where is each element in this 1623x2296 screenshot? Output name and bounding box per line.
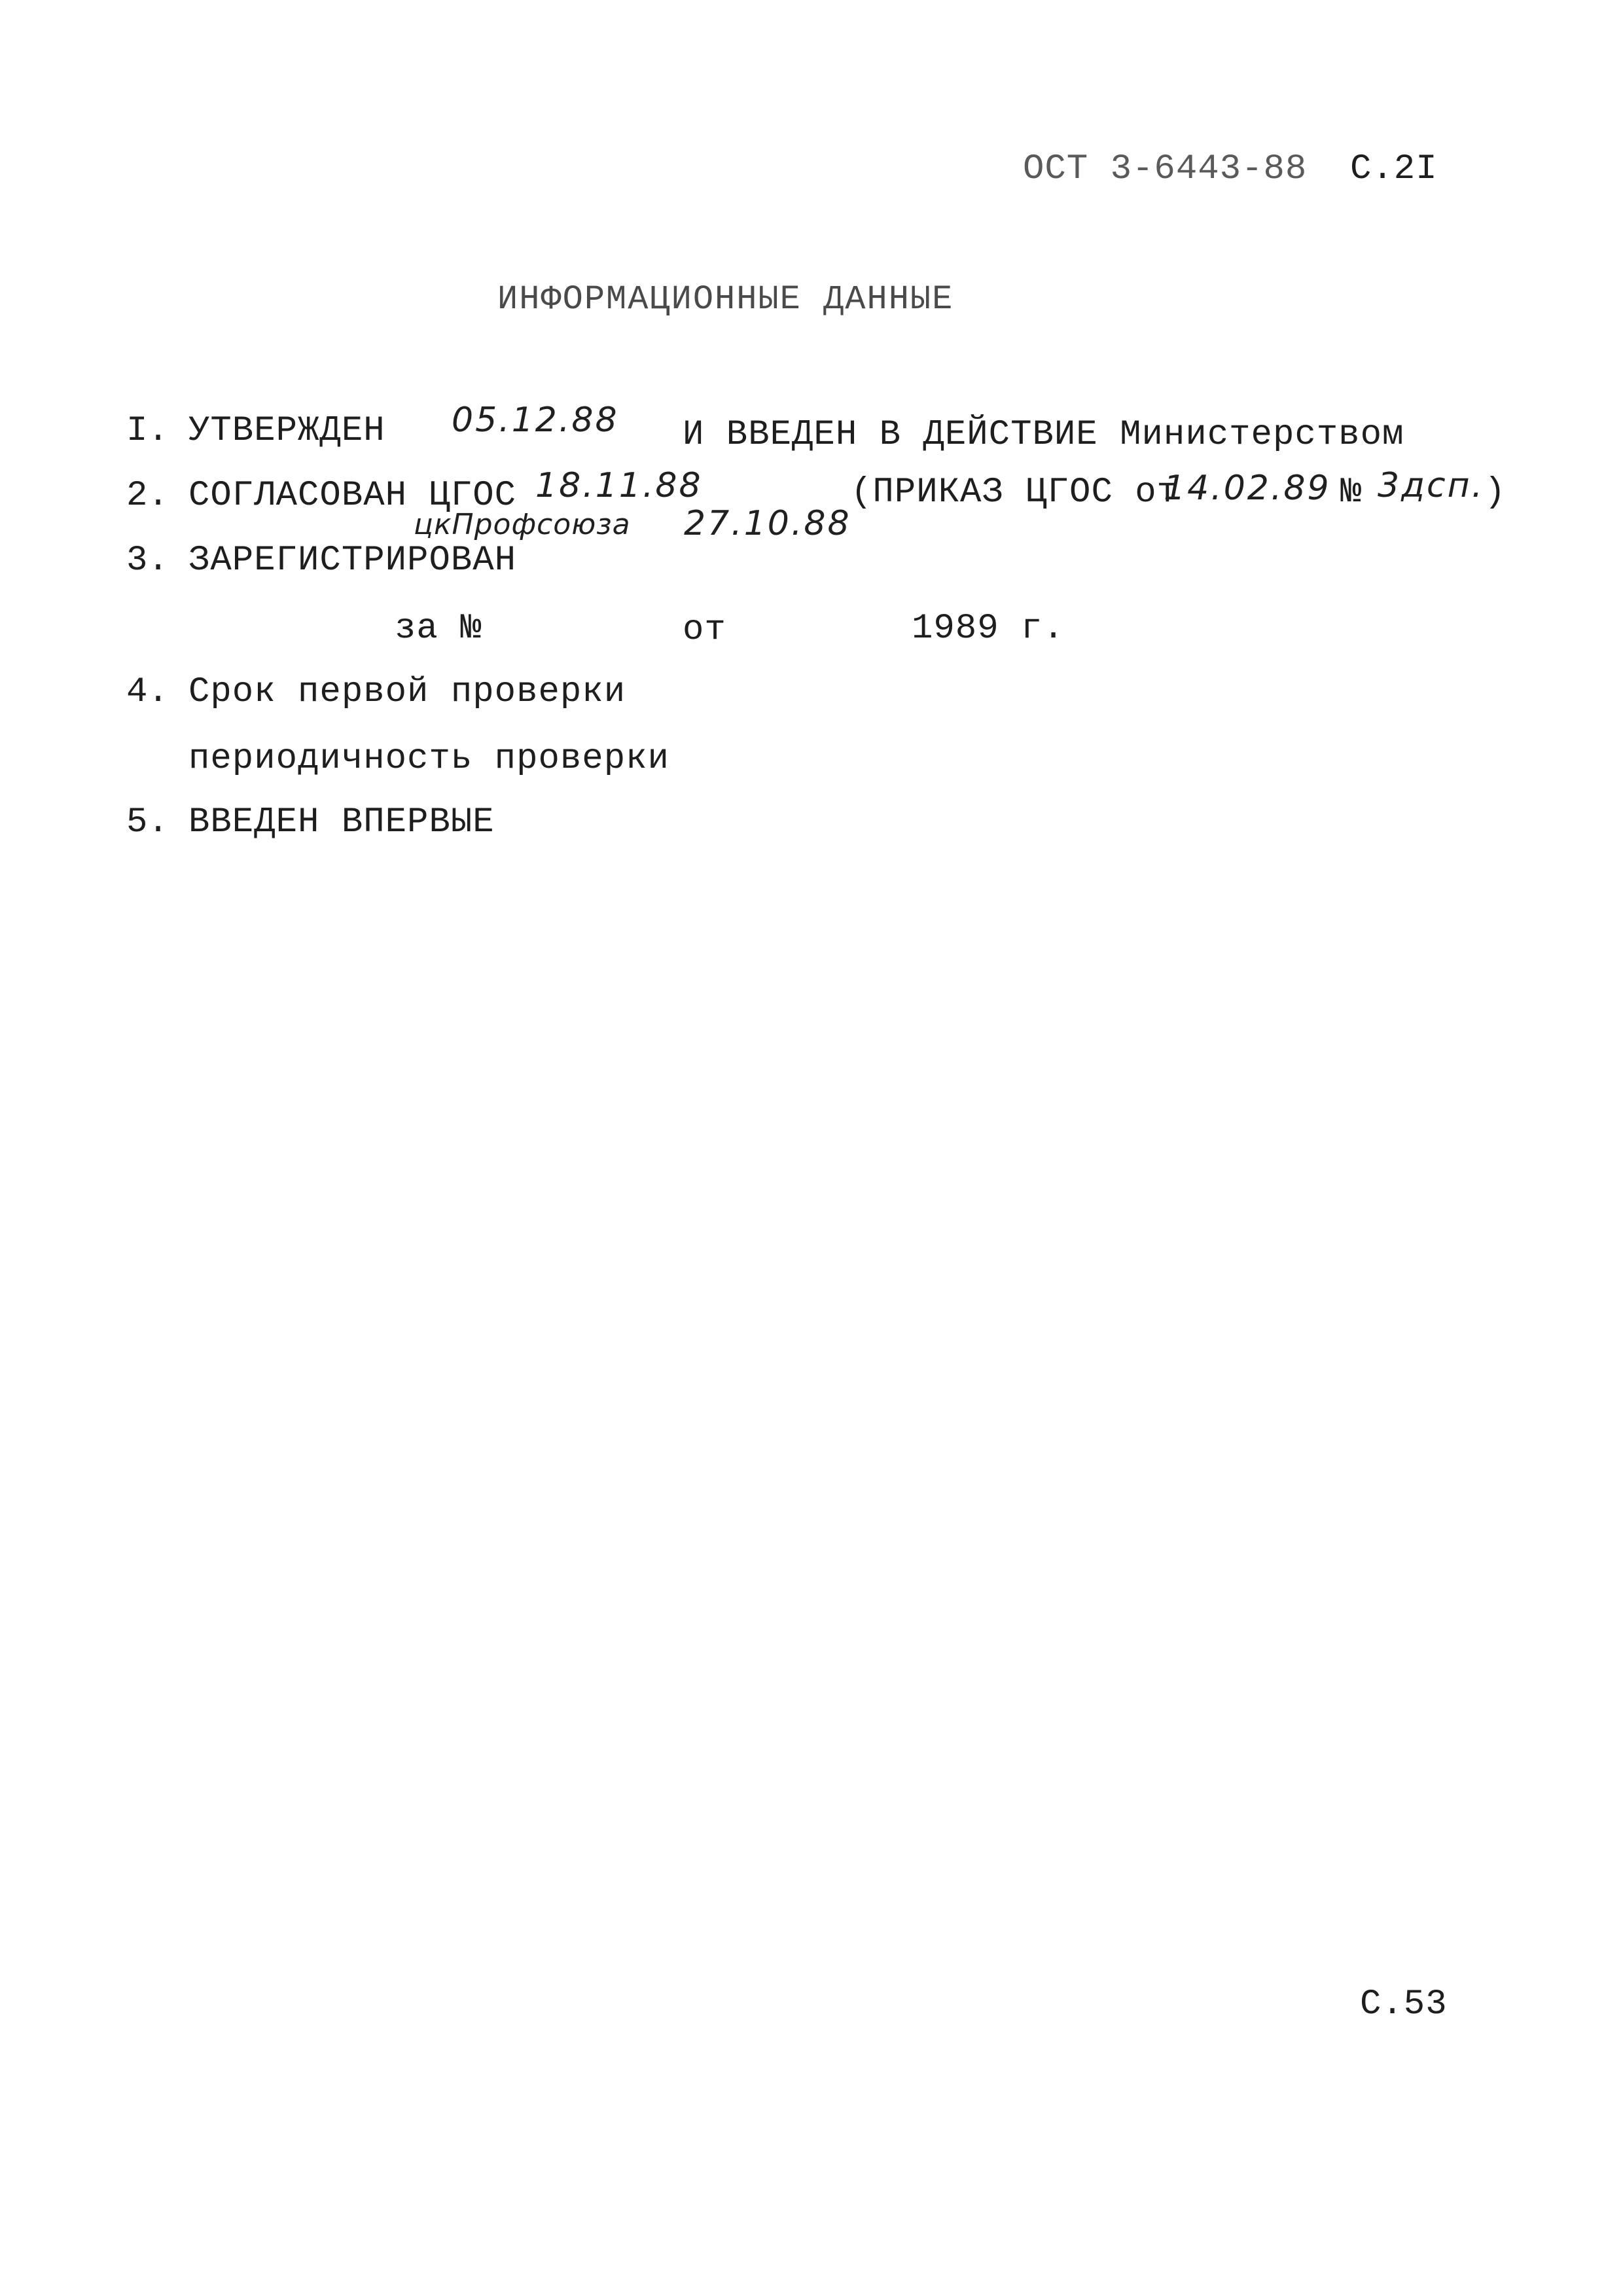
item-2-order-no: 3дсп. <box>1378 466 1485 505</box>
page-number-top: С.2I <box>1350 149 1438 189</box>
item-1-label: УТВЕРЖДЕН <box>188 411 385 451</box>
item-1-handwritten-date: 05.12.88 <box>452 401 619 440</box>
item-2-order-suffix: ) <box>1484 473 1507 512</box>
item-3-label: ЗАРЕГИСТРИРОВАН <box>188 541 517 581</box>
item-1-number: I. <box>126 411 169 451</box>
item-1-rest: И ВВЕДЕН В ДЕЙСТВИЕ Министерством <box>683 415 1404 455</box>
page-number-bottom: С.53 <box>1360 1984 1448 2024</box>
item-5-number: 5. <box>126 802 169 842</box>
page-title: ИНФОРМАЦИОННЫЕ ДАННЫЕ <box>497 280 954 319</box>
item-3-reg-no-label: за № <box>395 609 482 649</box>
item-2-handwritten-date: 18.11.88 <box>535 466 703 505</box>
item-2-order-prefix: (ПРИКАЗ ЦГОС от <box>851 473 1179 512</box>
document-code: ОСТ 3-6443-88 <box>1023 149 1308 189</box>
item-4-label: Срок первой проверки <box>188 672 626 712</box>
item-3-number: 3. <box>126 541 169 581</box>
item-3-reg-year: 1989 г. <box>912 609 1065 649</box>
item-2-order-date: 14.02.89 <box>1164 469 1331 508</box>
item-2-order-no-label: № <box>1340 473 1363 512</box>
item-2-label: СОГЛАСОВАН ЦГОС <box>188 476 517 516</box>
item-4-sub-label: периодичность проверки <box>188 739 669 779</box>
item-2-handwritten-note: цкПрофсоюза <box>414 508 631 541</box>
item-2-note-date: 27.10.88 <box>684 504 851 543</box>
item-4-number: 4. <box>126 672 169 712</box>
item-5-label: ВВЕДЕН ВПЕРВЫЕ <box>188 802 495 842</box>
item-3-reg-from-label: от <box>683 610 726 650</box>
item-2-number: 2. <box>126 476 169 516</box>
